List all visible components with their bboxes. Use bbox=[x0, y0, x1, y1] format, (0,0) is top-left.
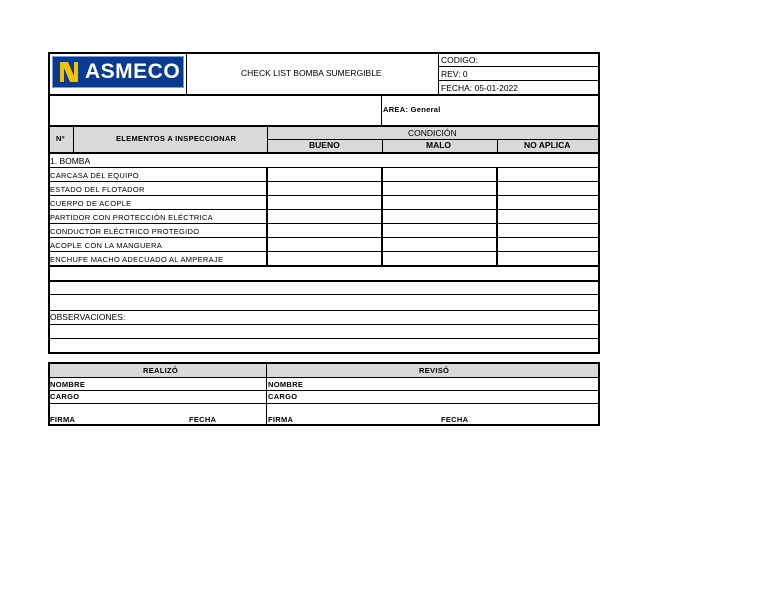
reviso-nombre-label: NOMBRE bbox=[268, 380, 304, 389]
col-number-header: Nº bbox=[56, 134, 65, 143]
item-flotador: ESTADO DEL FLOTADOR bbox=[50, 185, 145, 194]
realizo-cargo-label: CARGO bbox=[50, 392, 80, 401]
reviso-firma-label: FIRMA bbox=[268, 415, 294, 424]
item-acople: CUERPO DE ACOPLE bbox=[50, 199, 132, 208]
item-enchufe: ENCHUFE MACHO ADECUADO AL AMPERAJE bbox=[50, 255, 224, 264]
fecha-label: FECHA: 05-01-2022 bbox=[441, 83, 519, 93]
section-title: 1. BOMBA bbox=[50, 156, 91, 166]
item-manguera: ACOPLE CON LA MANGUERA bbox=[50, 241, 163, 250]
col-bueno-header: BUENO bbox=[309, 140, 340, 150]
reviso-cargo-label: CARGO bbox=[268, 392, 298, 401]
col-no-aplica-header: NO APLICA bbox=[524, 140, 571, 150]
realizo-nombre-label: NOMBRE bbox=[50, 380, 86, 389]
area-label: AREA: General bbox=[383, 105, 441, 114]
item-partidor: PARTIDOR CON PROTECCIÓN ELÉCTRICA bbox=[50, 213, 213, 222]
codigo-label: CODIGO: bbox=[441, 55, 478, 65]
asmeco-logo-icon bbox=[60, 62, 78, 82]
realizo-fecha-label: FECHA bbox=[189, 415, 217, 424]
item-conductor: CONDUCTOR ELÉCTRICO PROTEGIDO bbox=[50, 227, 200, 236]
realizo-firma-label: FIRMA bbox=[50, 415, 76, 424]
company-logo bbox=[53, 57, 183, 87]
realizo-header: REALIZÓ bbox=[143, 366, 179, 375]
reviso-fecha-label: FECHA bbox=[441, 415, 469, 424]
col-malo-header: MALO bbox=[426, 140, 452, 150]
revision-label: REV: 0 bbox=[441, 69, 468, 79]
reviso-header: REVISÓ bbox=[419, 366, 450, 375]
condition-header: CONDICIÓN bbox=[408, 128, 457, 138]
col-elements-header: ELEMENTOS A INSPECCIONAR bbox=[116, 134, 237, 143]
logo-text: ASMECO bbox=[85, 60, 181, 83]
form-title: CHECK LIST BOMBA SUMERGIBLE bbox=[241, 68, 382, 78]
item-carcasa: CARCASA DEL EQUIPO bbox=[50, 171, 139, 180]
observations-label: OBSERVACIONES: bbox=[50, 312, 126, 322]
